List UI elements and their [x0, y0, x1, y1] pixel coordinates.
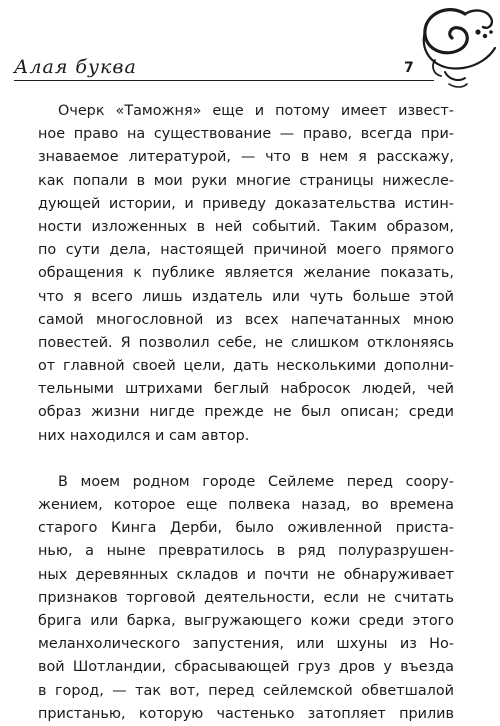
- text-line: по сути дела, настоящей причиной моего прямого: [38, 242, 454, 259]
- paragraph-2: [38, 471, 454, 726]
- text-line: дующей истории, и приведу доказательства истин-: [38, 195, 454, 212]
- text-line: обращения к публике является желание показать,: [38, 265, 454, 282]
- text-line: знаваемое литературой, — что в нем я расскажу,: [38, 149, 454, 166]
- text-line: В моем родном городе Сейлеме перед соору-: [58, 473, 454, 490]
- header-rule: [14, 80, 434, 81]
- running-title: Алая буква: [14, 56, 137, 78]
- text-line: в город, — так вот, перед сейлемской обветшалой: [38, 682, 454, 699]
- text-line: них находился и сам автор.: [38, 427, 250, 444]
- text-line: Очерк «Таможня» еще и потому имеет извест-: [58, 103, 454, 119]
- text-line: тельными штрихами беглый набросок людей, чей: [38, 381, 454, 398]
- paragraph-1: [38, 100, 454, 448]
- text-line: от главной своей цели, дать несколькими дополни-: [38, 358, 454, 375]
- text-line: ное право на существование — право, всегда при-: [38, 126, 454, 143]
- text-line: признаков торговой деятельности, если не считать: [38, 589, 454, 606]
- page-header: [0, 0, 500, 90]
- text-line: пристанью, которую частенько затопляет прилив: [38, 705, 454, 722]
- text-line: меланхолического запустения, или шхуны из Но-: [38, 636, 454, 653]
- text-line: жением, которое еще полвека назад, во времена: [38, 497, 454, 513]
- text-line: повестей. Я позволил себе, не слишком отклоняясь: [38, 334, 454, 351]
- text-line: как попали в мои руки многие страницы нижесле-: [38, 172, 454, 189]
- text-line: брига или барка, выгружающего кожи среди этого: [38, 612, 454, 629]
- text-line: нью, а ныне превратилось в ряд полуразрушен-: [38, 543, 454, 560]
- paragraph-gap: [38, 448, 454, 471]
- body-text: [38, 100, 454, 726]
- text-line: образ жизни нигде прежде не был описан; среди: [38, 404, 454, 421]
- text-line: что я всего лишь издатель или чуть больше этой: [38, 288, 454, 305]
- text-line: ности изложенных в ней событий. Таким образом,: [38, 218, 454, 235]
- page-number: 7: [404, 60, 414, 76]
- text-line: ных деревянных складов и почти не обнаруживает: [38, 566, 454, 583]
- flourish-ornament-icon: [405, 2, 497, 90]
- text-line: самой многословной из всех напечатанных мною: [38, 311, 454, 328]
- text-line: старого Кинга Дерби, было оживленной приста-: [38, 520, 454, 537]
- text-line: вой Шотландии, сбрасывающей груз дров у въезда: [38, 659, 454, 676]
